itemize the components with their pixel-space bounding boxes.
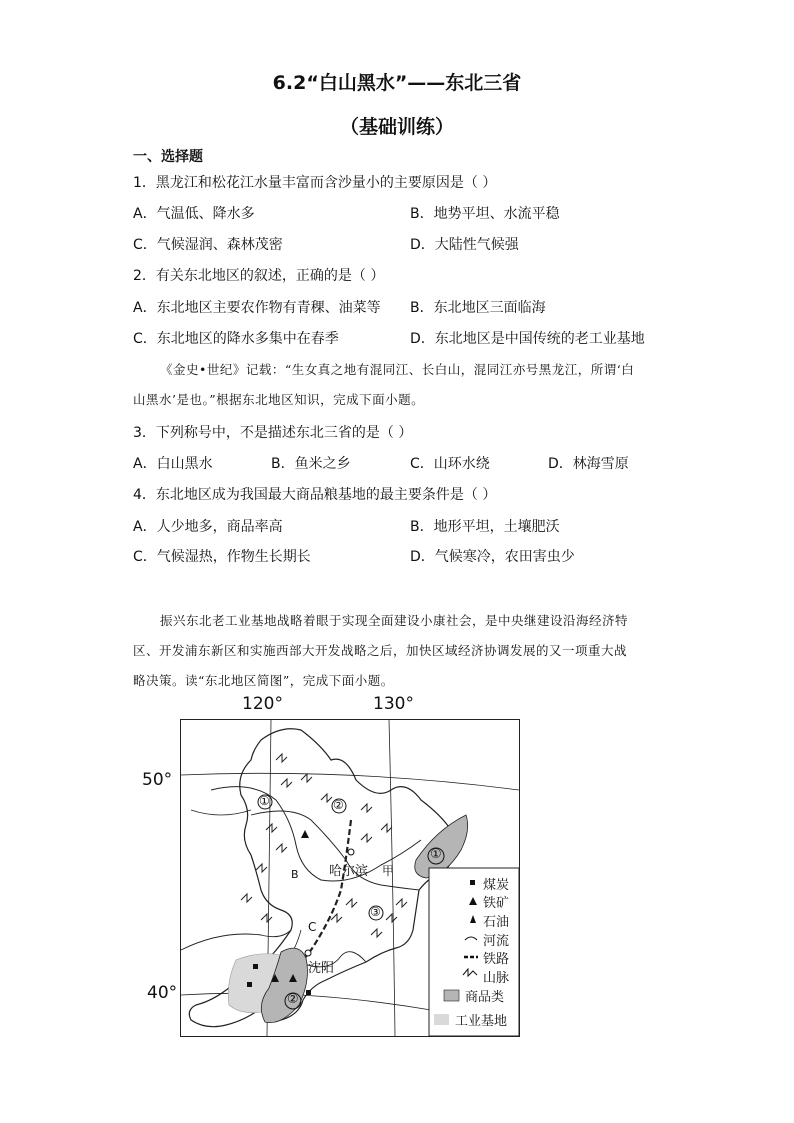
section-heading: 一、选择题 (133, 149, 203, 165)
passage-1-line-1: 《金史•世纪》记载：“生女真之地有混同江、长白山，混同江亦号黑龙江，所谓‘白 (160, 362, 635, 377)
question-1-option-a[interactable]: A．气温低、降水多 (133, 206, 255, 222)
question-3-option-a[interactable]: A．白山黑水 (133, 456, 213, 472)
city-dot-shenyang (305, 950, 311, 956)
legend-coal-symbol (470, 880, 475, 885)
legend-oil-label: 石油 (483, 915, 510, 930)
marker-3-river-label: ③ (370, 905, 381, 919)
legend-industrial-label: 工业基地 (455, 1014, 508, 1029)
passage-2-line-1: 振兴东北老工业基地战略着眼于实现全面建设小康社会，是中央继建设沿海经济特 (160, 613, 629, 628)
question-1-stem: 1．黑龙江和松花江水量丰富而含沙量小的主要原因是（ ） (133, 175, 497, 191)
lat-label-40: 40° (147, 983, 178, 1003)
coal-symbol-2 (247, 982, 252, 987)
marker-c-label: C (308, 920, 317, 934)
passage-1-line-2: 山黑水’是也。”根据东北地区知识，完成下面小题。 (133, 392, 425, 407)
legend-commodity-label: 商品类 (465, 990, 505, 1005)
question-1-option-b[interactable]: B．地势平坦、水流平稳 (410, 206, 560, 222)
marker-1-commodity-label: ① (430, 847, 442, 862)
question-4-option-d[interactable]: D．气候寒冷，农田害虫少 (410, 549, 575, 565)
marker-2-river-label: ② (333, 798, 344, 812)
city-label-harbin: 哈尔滨 (329, 864, 369, 879)
question-1-option-c[interactable]: C．气候湿润、森林茂密 (133, 237, 283, 253)
oil-symbol-daqing (301, 830, 309, 838)
question-3-option-c[interactable]: C．山环水绕 (410, 456, 490, 472)
legend-mountain-label: 山脉 (483, 971, 510, 986)
question-3-option-b[interactable]: B．鱼米之乡 (271, 456, 351, 472)
question-3-option-d[interactable]: D．林海雪原 (548, 456, 629, 472)
legend-railway-label: 铁路 (483, 952, 510, 967)
question-4-option-a[interactable]: A．人少地多，商品率高 (133, 519, 283, 535)
passage-2-line-2: 区、开发浦东新区和实施西部大开发战略之后，加快区域经济协调发展的又一项重大战 (133, 643, 628, 658)
question-2-option-d[interactable]: D．东北地区是中国传统的老工业基地 (410, 331, 645, 347)
page-title: 6.2“白山黑水”——东北三省 (272, 72, 522, 94)
question-2-option-b[interactable]: B．东北地区三面临海 (410, 300, 546, 316)
river-west (191, 810, 251, 815)
passage-2-line-3: 略决策。读“东北地区简图”，完成下面小题。 (133, 673, 394, 688)
parallel-50 (181, 773, 519, 790)
marker-b-label: B (291, 868, 299, 881)
question-2-stem: 2．有关东北地区的叙述，正确的是（ ） (133, 268, 385, 284)
page-subtitle: （基础训练） (339, 116, 454, 138)
question-2-option-c[interactable]: C．东北地区的降水多集中在春季 (133, 331, 339, 347)
coal-symbol-1 (253, 964, 258, 969)
west-boundary (181, 930, 291, 950)
lon-label-130: 130° (373, 694, 414, 714)
northeast-china-map (180, 719, 520, 1037)
legend-river-label: 河流 (483, 934, 510, 949)
question-4-option-b[interactable]: B．地形平坦，土壤肥沃 (410, 519, 560, 535)
question-1-option-d[interactable]: D．大陆性气候强 (410, 237, 519, 253)
lat-label-50: 50° (142, 770, 173, 790)
city-dot-harbin (348, 849, 354, 855)
city-label-shenyang: 沈阳 (308, 961, 335, 976)
coal-symbol-3 (306, 990, 311, 995)
legend-industrial-swatch (434, 1014, 449, 1025)
legend-iron-label: 铁矿 (483, 896, 510, 911)
lon-label-120: 120° (242, 694, 283, 714)
marker-jia-label: 甲 (382, 864, 395, 878)
legend-commodity-swatch (444, 990, 459, 1001)
question-4-option-c[interactable]: C．气候湿热，作物生长期长 (133, 549, 311, 565)
question-3-stem: 3．下列称号中，不是描述东北三省的是（ ） (133, 425, 413, 441)
marker-1-river-label: ① (259, 794, 270, 808)
marker-2-commodity-label: ② (287, 992, 299, 1007)
question-2-option-a[interactable]: A．东北地区主要农作物有青稞、油菜等 (133, 300, 381, 316)
legend-coal-label: 煤炭 (483, 878, 510, 893)
question-4-stem: 4．东北地区成为我国最大商品粮基地的最主要条件是（ ） (133, 487, 497, 503)
